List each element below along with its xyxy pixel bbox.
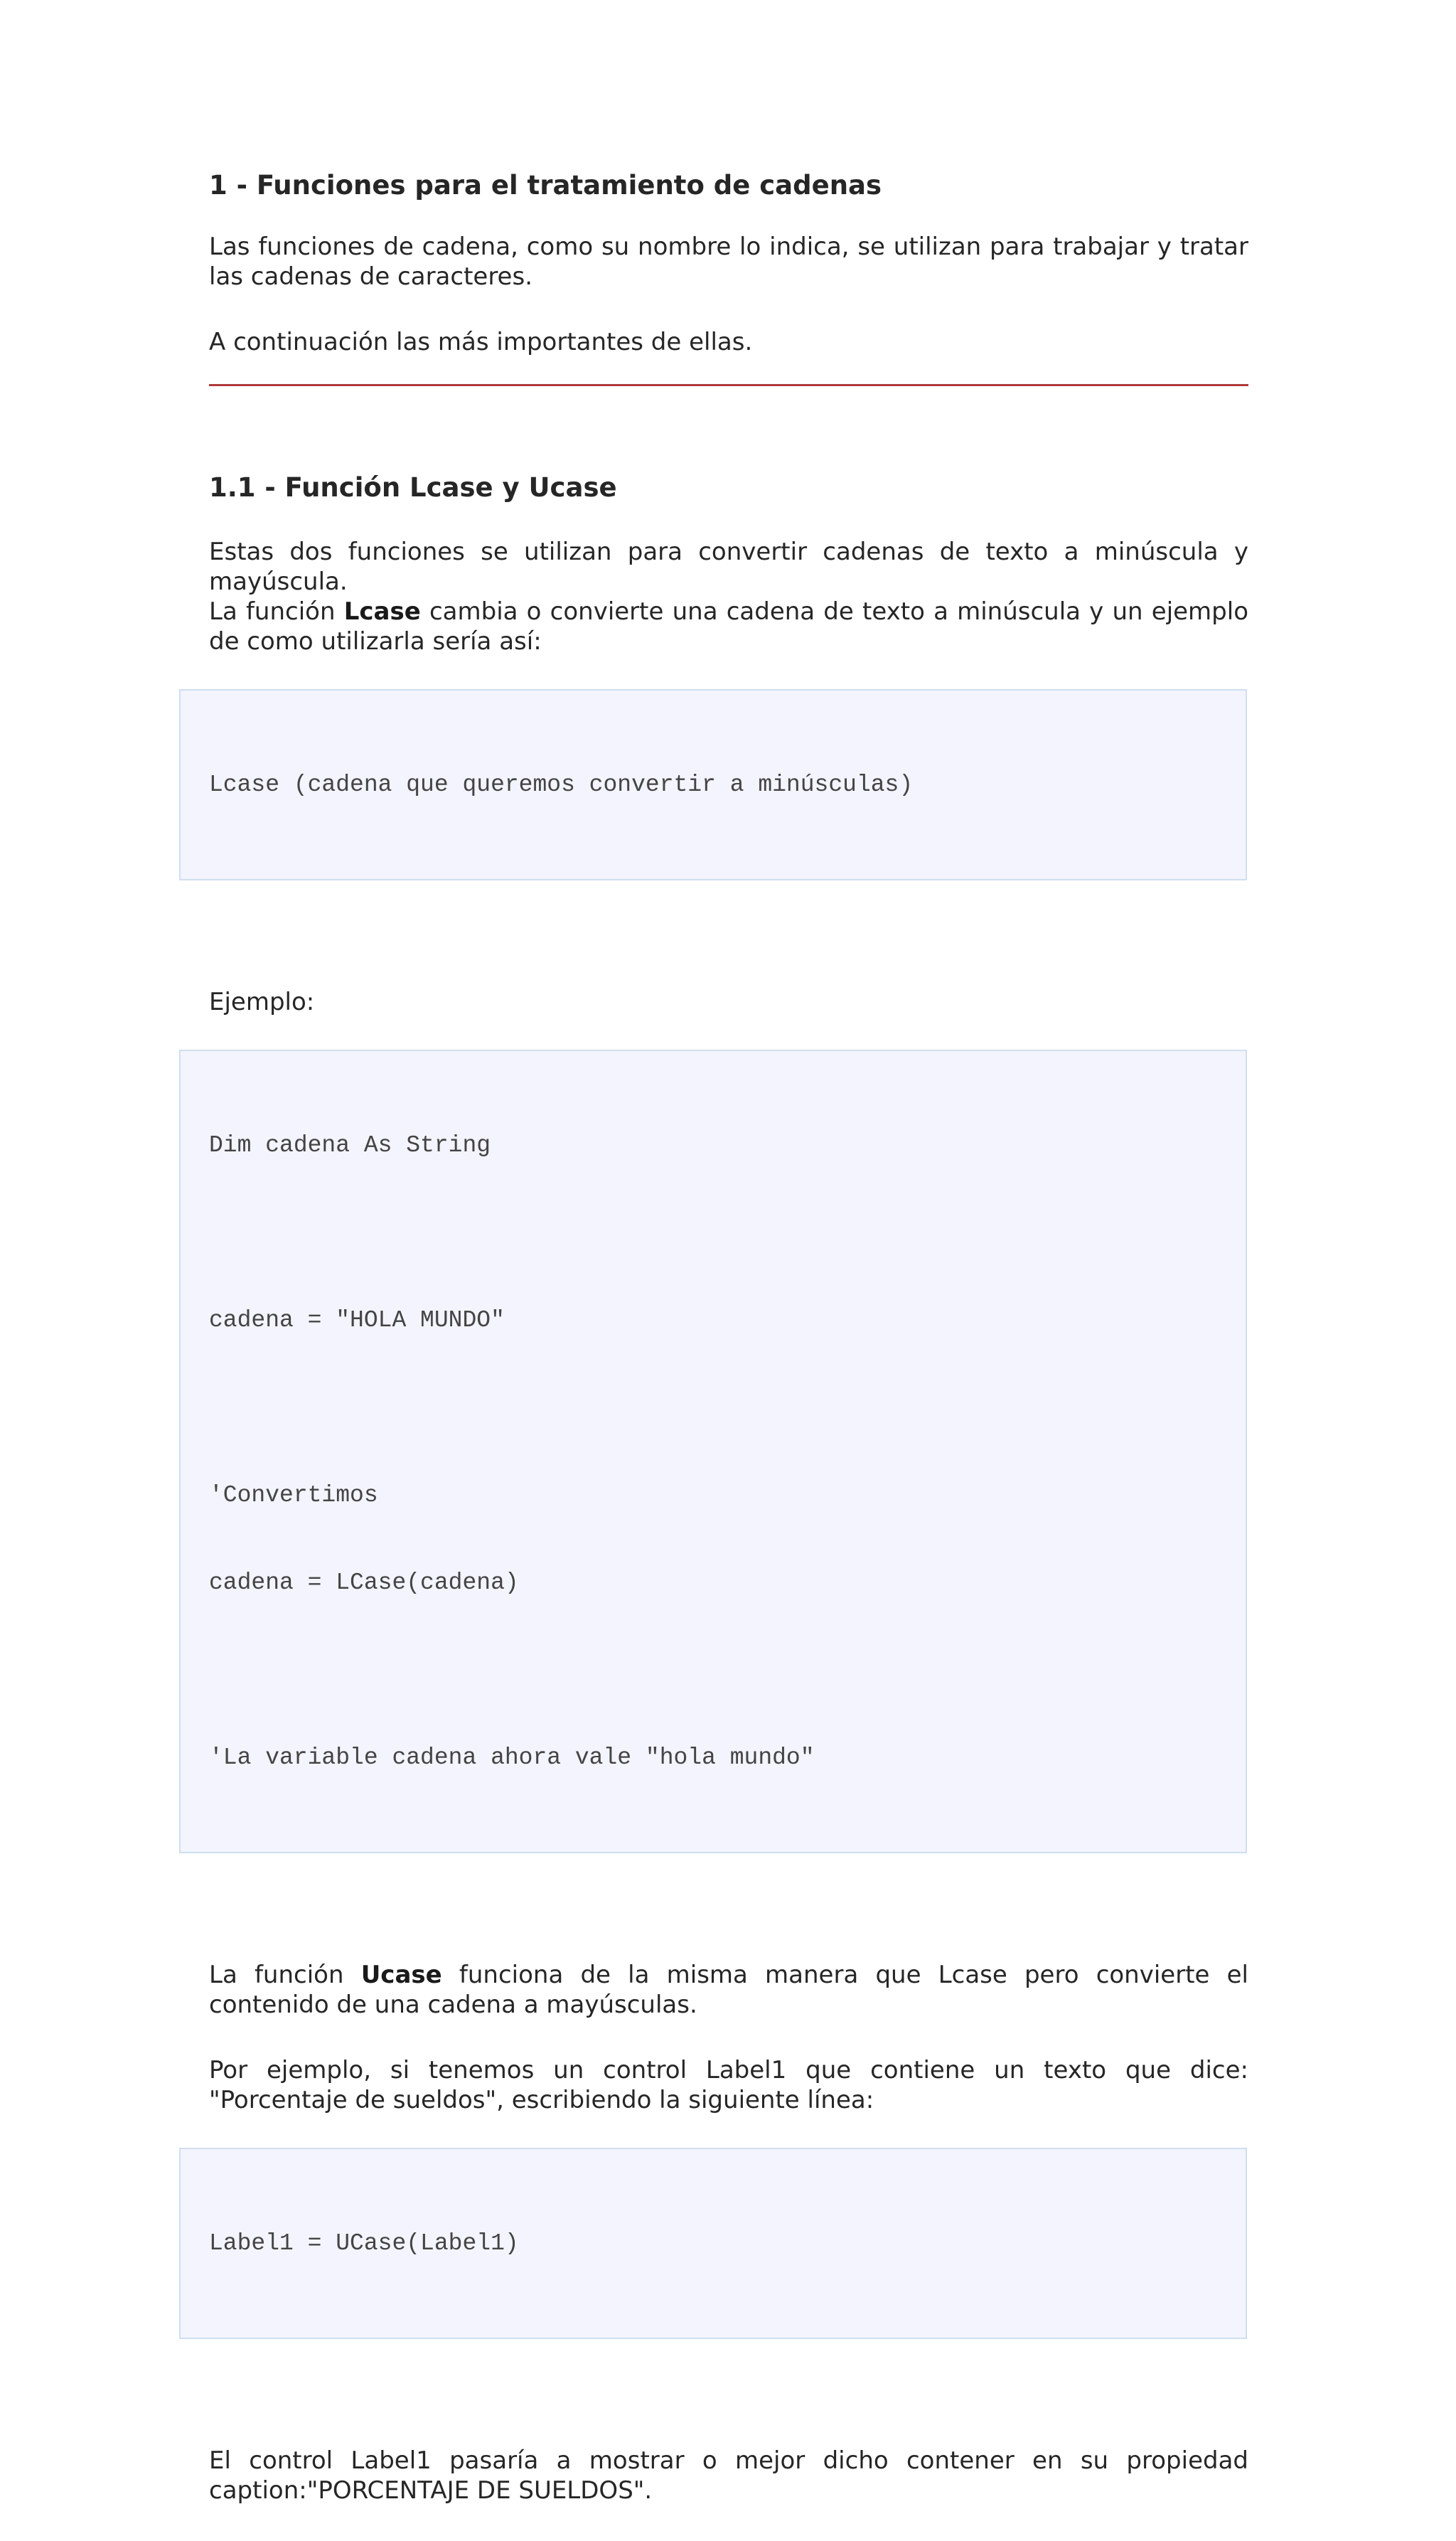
code-blank-line xyxy=(209,1218,1217,1247)
subsection-intro xyxy=(209,537,1248,656)
section-title: 1 - Funciones para el tratamiento de cadenas xyxy=(209,170,882,201)
example-label: Ejemplo: xyxy=(209,988,315,1016)
ucase-prefix: La función xyxy=(209,1961,361,1989)
syntax-code-line: Lcase (cadena que queremos convertir a minúsculas) xyxy=(209,772,914,798)
intro-followup-paragraph: A continuación las más importantes de ellas. xyxy=(209,328,753,356)
code-line: Dim cadena As String xyxy=(209,1132,491,1158)
label-code-block xyxy=(179,2148,1247,2339)
result-paragraph: El control Label1 pasaría a mostrar o mejor dicho contener en su propiedad caption:"PORCENTAJE DE SUELDOS". xyxy=(209,2446,1248,2505)
lcase-description: cambia o convierte una cadena de texto a minúscula y un ejemplo de como utilizarla sería así: xyxy=(209,597,1249,656)
syntax-code-block xyxy=(179,689,1247,880)
example-code-block xyxy=(179,1050,1247,1853)
label-example-paragraph: Por ejemplo, si tenemos un control Label1 que contiene un texto que dice: "Porcentaje de sueldos", escribiendo la siguiente línea: xyxy=(209,2056,1248,2114)
code-blank-line xyxy=(209,1393,1217,1422)
code-blank-line xyxy=(209,1656,1217,1685)
section-divider xyxy=(209,384,1248,386)
label-code-line: Label1 = UCase(Label1) xyxy=(209,2230,519,2257)
lcase-keyword: Lcase xyxy=(343,597,421,626)
ucase-keyword: Ucase xyxy=(360,1961,442,1989)
code-line: cadena = "HOLA MUNDO" xyxy=(209,1307,505,1333)
subsection-title: 1.1 - Función Lcase y Ucase xyxy=(209,472,617,503)
subsection-intro-text: Estas dos funciones se utilizan para convertir cadenas de texto a minúscula y mayúscula. xyxy=(209,538,1248,596)
code-line: cadena = LCase(cadena) xyxy=(209,1570,519,1596)
ucase-description: funciona de la misma manera que Lcase pero convierte el contenido de una cadena a mayúsculas. xyxy=(209,1961,1248,2019)
document-content xyxy=(209,168,1248,2541)
code-line: 'Convertimos xyxy=(209,1482,378,1508)
lcase-prefix: La función xyxy=(209,597,344,626)
ucase-paragraph xyxy=(209,1960,1248,2020)
intro-paragraph: Las funciones de cadena, como su nombre lo indica, se utilizan para trabajar y tratar las cadenas de caracteres. xyxy=(209,233,1248,291)
code-line: 'La variable cadena ahora vale "hola mundo" xyxy=(209,1744,815,1771)
